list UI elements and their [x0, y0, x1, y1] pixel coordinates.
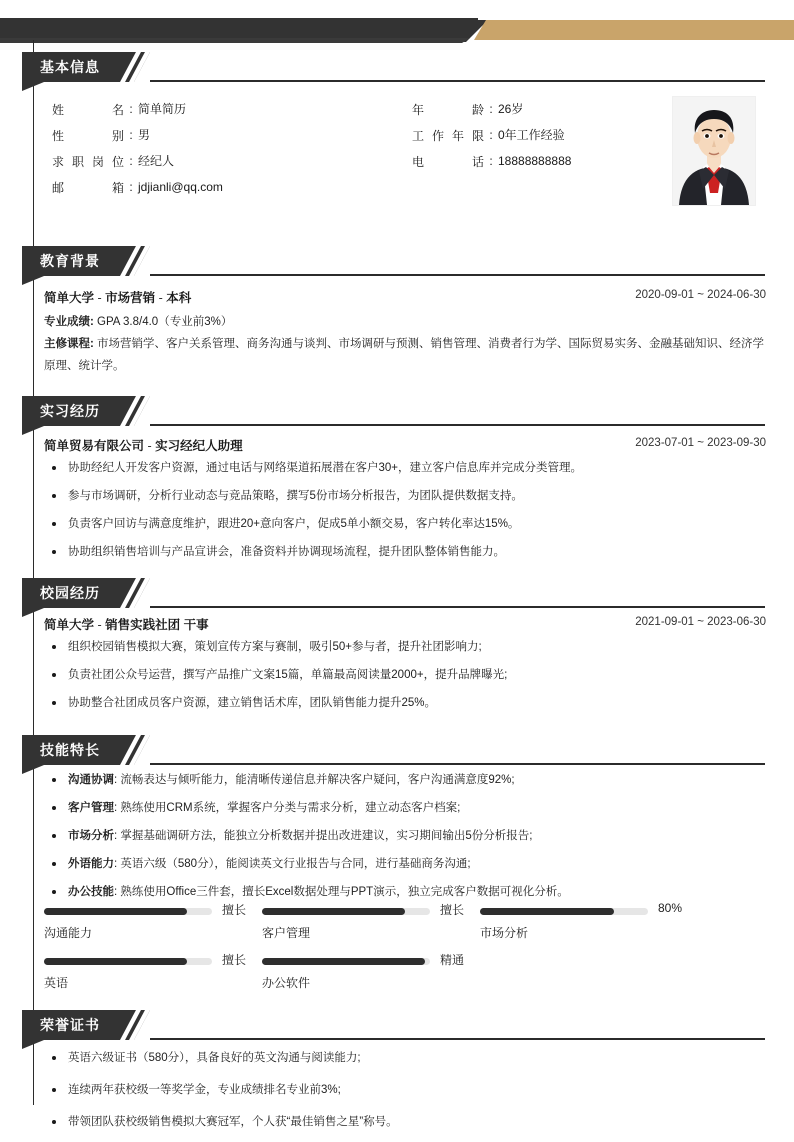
skill-bar-track	[44, 953, 247, 967]
campus-org: 简单大学	[44, 618, 95, 632]
skills-bullet-list	[44, 772, 766, 900]
education-courses-label: 主修课程:	[44, 338, 94, 350]
list-item	[44, 772, 766, 788]
basic-info-left-column	[52, 96, 223, 200]
info-value: 0年工作经验	[498, 128, 565, 142]
internship-date: 2023-07-01 ~ 2023-09-30	[635, 437, 766, 449]
banner-dark-underline	[0, 38, 470, 43]
section-header-education	[0, 246, 794, 276]
info-value: 男	[138, 128, 151, 142]
skill-colon: :	[114, 774, 121, 786]
skill-bar-label: 沟通能力	[44, 926, 93, 940]
skills-body	[44, 772, 766, 912]
education-sep: -	[94, 291, 106, 305]
skill-desc: 熟练使用CRM系统，掌握客户分类与需求分析，建立动态客户档案;	[120, 802, 461, 814]
section-title-honors: 荣誉证书	[40, 1017, 100, 1033]
skill-bar-track	[262, 953, 465, 967]
section-header-honors	[0, 1010, 794, 1040]
section-header-internship	[0, 396, 794, 426]
info-label: 邮箱	[52, 180, 124, 195]
skill-bar-label: 英语	[44, 976, 69, 990]
info-colon: :	[129, 128, 133, 142]
skill-colon: :	[114, 802, 121, 814]
education-courses-row	[44, 333, 766, 377]
info-label: 求职岗位	[52, 154, 124, 169]
info-row	[52, 122, 223, 148]
education-body	[44, 288, 766, 377]
info-label: 姓名	[52, 102, 124, 117]
list-item: 英语六级证书（580分），具备良好的英文沟通与阅读能力;	[44, 1050, 766, 1066]
skill-bar-label: 办公软件	[262, 976, 311, 990]
vertical-spine-line	[33, 40, 34, 1105]
skill-bar-track	[44, 903, 247, 917]
info-colon: :	[489, 154, 493, 168]
education-major: 市场营销	[105, 291, 156, 305]
skill-bar-item	[480, 901, 695, 941]
skill-bar-fill	[262, 908, 405, 915]
internship-body	[44, 436, 766, 572]
list-item	[44, 828, 766, 844]
skill-bar-item	[262, 953, 477, 991]
section-rule	[150, 1038, 765, 1040]
campus-body	[44, 615, 766, 723]
list-item: 带领团队获校级销售模拟大赛冠军，个人获“最佳销售之星”称号。	[44, 1114, 766, 1130]
skill-bar-fill	[44, 908, 187, 915]
info-value: 简单简历	[138, 102, 187, 116]
skill-bar-item	[262, 903, 477, 941]
skill-colon: :	[114, 830, 121, 842]
info-value: 18888888888	[498, 154, 572, 168]
skill-bar-level: 擅长	[440, 903, 465, 917]
skill-colon: :	[114, 858, 121, 870]
list-item	[44, 800, 766, 816]
portrait-photo-icon	[673, 97, 755, 205]
skill-name: 外语能力	[68, 858, 114, 870]
section-internship	[0, 396, 794, 426]
section-title-basic: 基本信息	[40, 59, 100, 75]
skill-desc: 流畅表达与倾听能力，能清晰传递信息并解决客户疑问，客户沟通满意度92%;	[120, 774, 515, 786]
list-item: 协助整合社团成员客户资源，建立销售话术库，团队销售能力提升25%。	[44, 695, 766, 711]
info-colon: :	[489, 102, 493, 116]
section-education	[0, 246, 794, 276]
skill-name: 市场分析	[68, 830, 114, 842]
list-item	[44, 884, 766, 900]
skill-bar-item	[44, 903, 259, 941]
skill-bar-item	[44, 953, 259, 991]
section-basic-info	[0, 52, 794, 82]
section-rule	[150, 274, 765, 276]
list-item	[44, 856, 766, 872]
info-colon: :	[129, 180, 133, 194]
skill-bar-level: 擅长	[222, 953, 247, 967]
internship-role: 实习经纪人助理	[155, 439, 243, 453]
skill-desc: 掌握基础调研方法，能独立分析数据并提出改进建议，实习期间输出5份分析报告;	[120, 830, 533, 842]
list-item: 组织校园销售模拟大赛，策划宣传方案与赛制，吸引50+参与者，提升社团影响力;	[44, 639, 766, 655]
skill-bar-level: 擅长	[222, 903, 247, 917]
list-item: 负责社团公众号运营，撰写产品推广文案15篇，单篇最高阅读量2000+，提升品牌曝光;	[44, 667, 766, 683]
info-value: jdjianli@qq.com	[138, 180, 223, 194]
education-sep: -	[155, 291, 167, 305]
info-row	[52, 174, 223, 200]
section-title-education: 教育背景	[40, 253, 100, 269]
skill-name: 办公技能	[68, 886, 114, 898]
education-gpa-row	[44, 312, 766, 333]
list-item: 连续两年获校级一等奖学金，专业成绩排名专业前3%;	[44, 1082, 766, 1098]
section-title-campus: 校园经历	[40, 585, 100, 601]
section-rule	[150, 424, 765, 426]
campus-title-row	[44, 615, 766, 639]
top-banner	[0, 18, 794, 42]
info-label: 性别	[52, 128, 124, 143]
info-value: 26岁	[498, 102, 524, 116]
info-colon: :	[489, 128, 493, 142]
skill-desc: 熟练使用Office三件套，擅长Excel数据处理与PPT演示，独立完成客户数据可视化分析。	[120, 886, 569, 898]
education-gpa-label: 专业成绩:	[44, 316, 94, 328]
info-row	[412, 148, 571, 174]
skill-bar-level: 80%	[658, 901, 683, 915]
section-header-basic	[0, 52, 794, 82]
campus-bullet-list	[44, 639, 766, 711]
internship-company: 简单贸易有限公司	[44, 439, 145, 453]
internship-sep: -	[144, 439, 156, 453]
section-honors	[0, 1010, 794, 1040]
info-value: 经纪人	[138, 154, 175, 168]
section-campus	[0, 578, 794, 608]
list-item: 协助组织销售培训与产品宣讲会，准备资料并协调现场流程，提升团队整体销售能力。	[44, 544, 766, 560]
info-colon: :	[129, 154, 133, 168]
campus-sep: -	[94, 618, 106, 632]
skill-name: 客户管理	[68, 802, 114, 814]
info-label: 工作年限	[412, 128, 484, 143]
banner-gold-bar	[474, 20, 794, 40]
info-row	[412, 122, 571, 148]
education-courses-value: 市场营销学、客户关系管理、商务沟通与谈判、市场调研与预测、销售管理、消费者行为学、国际贸易实务、金融基础知识、经济学原理、统计学。	[44, 338, 765, 372]
section-header-campus	[0, 578, 794, 608]
skill-colon: :	[114, 886, 121, 898]
honors-bullet-list	[44, 1050, 766, 1130]
skill-bar-fill	[480, 908, 614, 915]
campus-date: 2021-09-01 ~ 2023-06-30	[635, 616, 766, 628]
skill-bar-fill	[44, 958, 187, 965]
campus-role: 销售实践社团 干事	[105, 618, 209, 632]
info-row	[412, 96, 571, 122]
skill-bar-label: 客户管理	[262, 926, 311, 940]
info-colon: :	[129, 102, 133, 116]
info-row	[52, 148, 223, 174]
internship-bullet-list	[44, 460, 766, 560]
list-item: 协助经纪人开发客户资源，通过电话与网络渠道拓展潜在客户30+，建立客户信息库并完成分类管理。	[44, 460, 766, 476]
education-gpa-value: GPA 3.8/4.0（专业前3%）	[93, 316, 233, 328]
skill-bar-label: 市场分析	[480, 926, 529, 940]
honors-body	[44, 1050, 766, 1142]
section-rule	[150, 606, 765, 608]
info-label: 电话	[412, 154, 484, 169]
list-item: 负责客户回访与满意度维护，跟进20+意向客户，促成5单小额交易，客户转化率达15%。	[44, 516, 766, 532]
skill-bar-level: 精通	[440, 953, 465, 967]
section-rule	[150, 80, 765, 82]
section-title-skills: 技能特长	[40, 742, 100, 758]
internship-title-row	[44, 436, 766, 460]
skill-bar-fill	[262, 958, 425, 965]
info-row	[52, 96, 223, 122]
info-label: 年龄	[412, 102, 484, 117]
section-title-internship: 实习经历	[40, 403, 100, 419]
basic-info-right-column	[412, 96, 571, 174]
section-skills	[0, 735, 794, 765]
avatar	[672, 96, 756, 206]
education-degree: 本科	[166, 291, 192, 305]
education-school: 简单大学	[44, 291, 95, 305]
banner-gold-topline	[478, 18, 794, 20]
skill-bar-track	[480, 901, 683, 915]
skill-name: 沟通协调	[68, 774, 114, 786]
education-date: 2020-09-01 ~ 2024-06-30	[635, 289, 766, 301]
list-item: 参与市场调研，分析行业动态与竞品策略，撰写5份市场分析报告，为团队提供数据支持。	[44, 488, 766, 504]
section-header-skills	[0, 735, 794, 765]
section-rule	[150, 763, 765, 765]
skill-bar-track	[262, 903, 465, 917]
skill-desc: 英语六级（580分），能阅读英文行业报告与合同，进行基础商务沟通;	[120, 858, 471, 870]
education-title-row	[44, 288, 766, 312]
